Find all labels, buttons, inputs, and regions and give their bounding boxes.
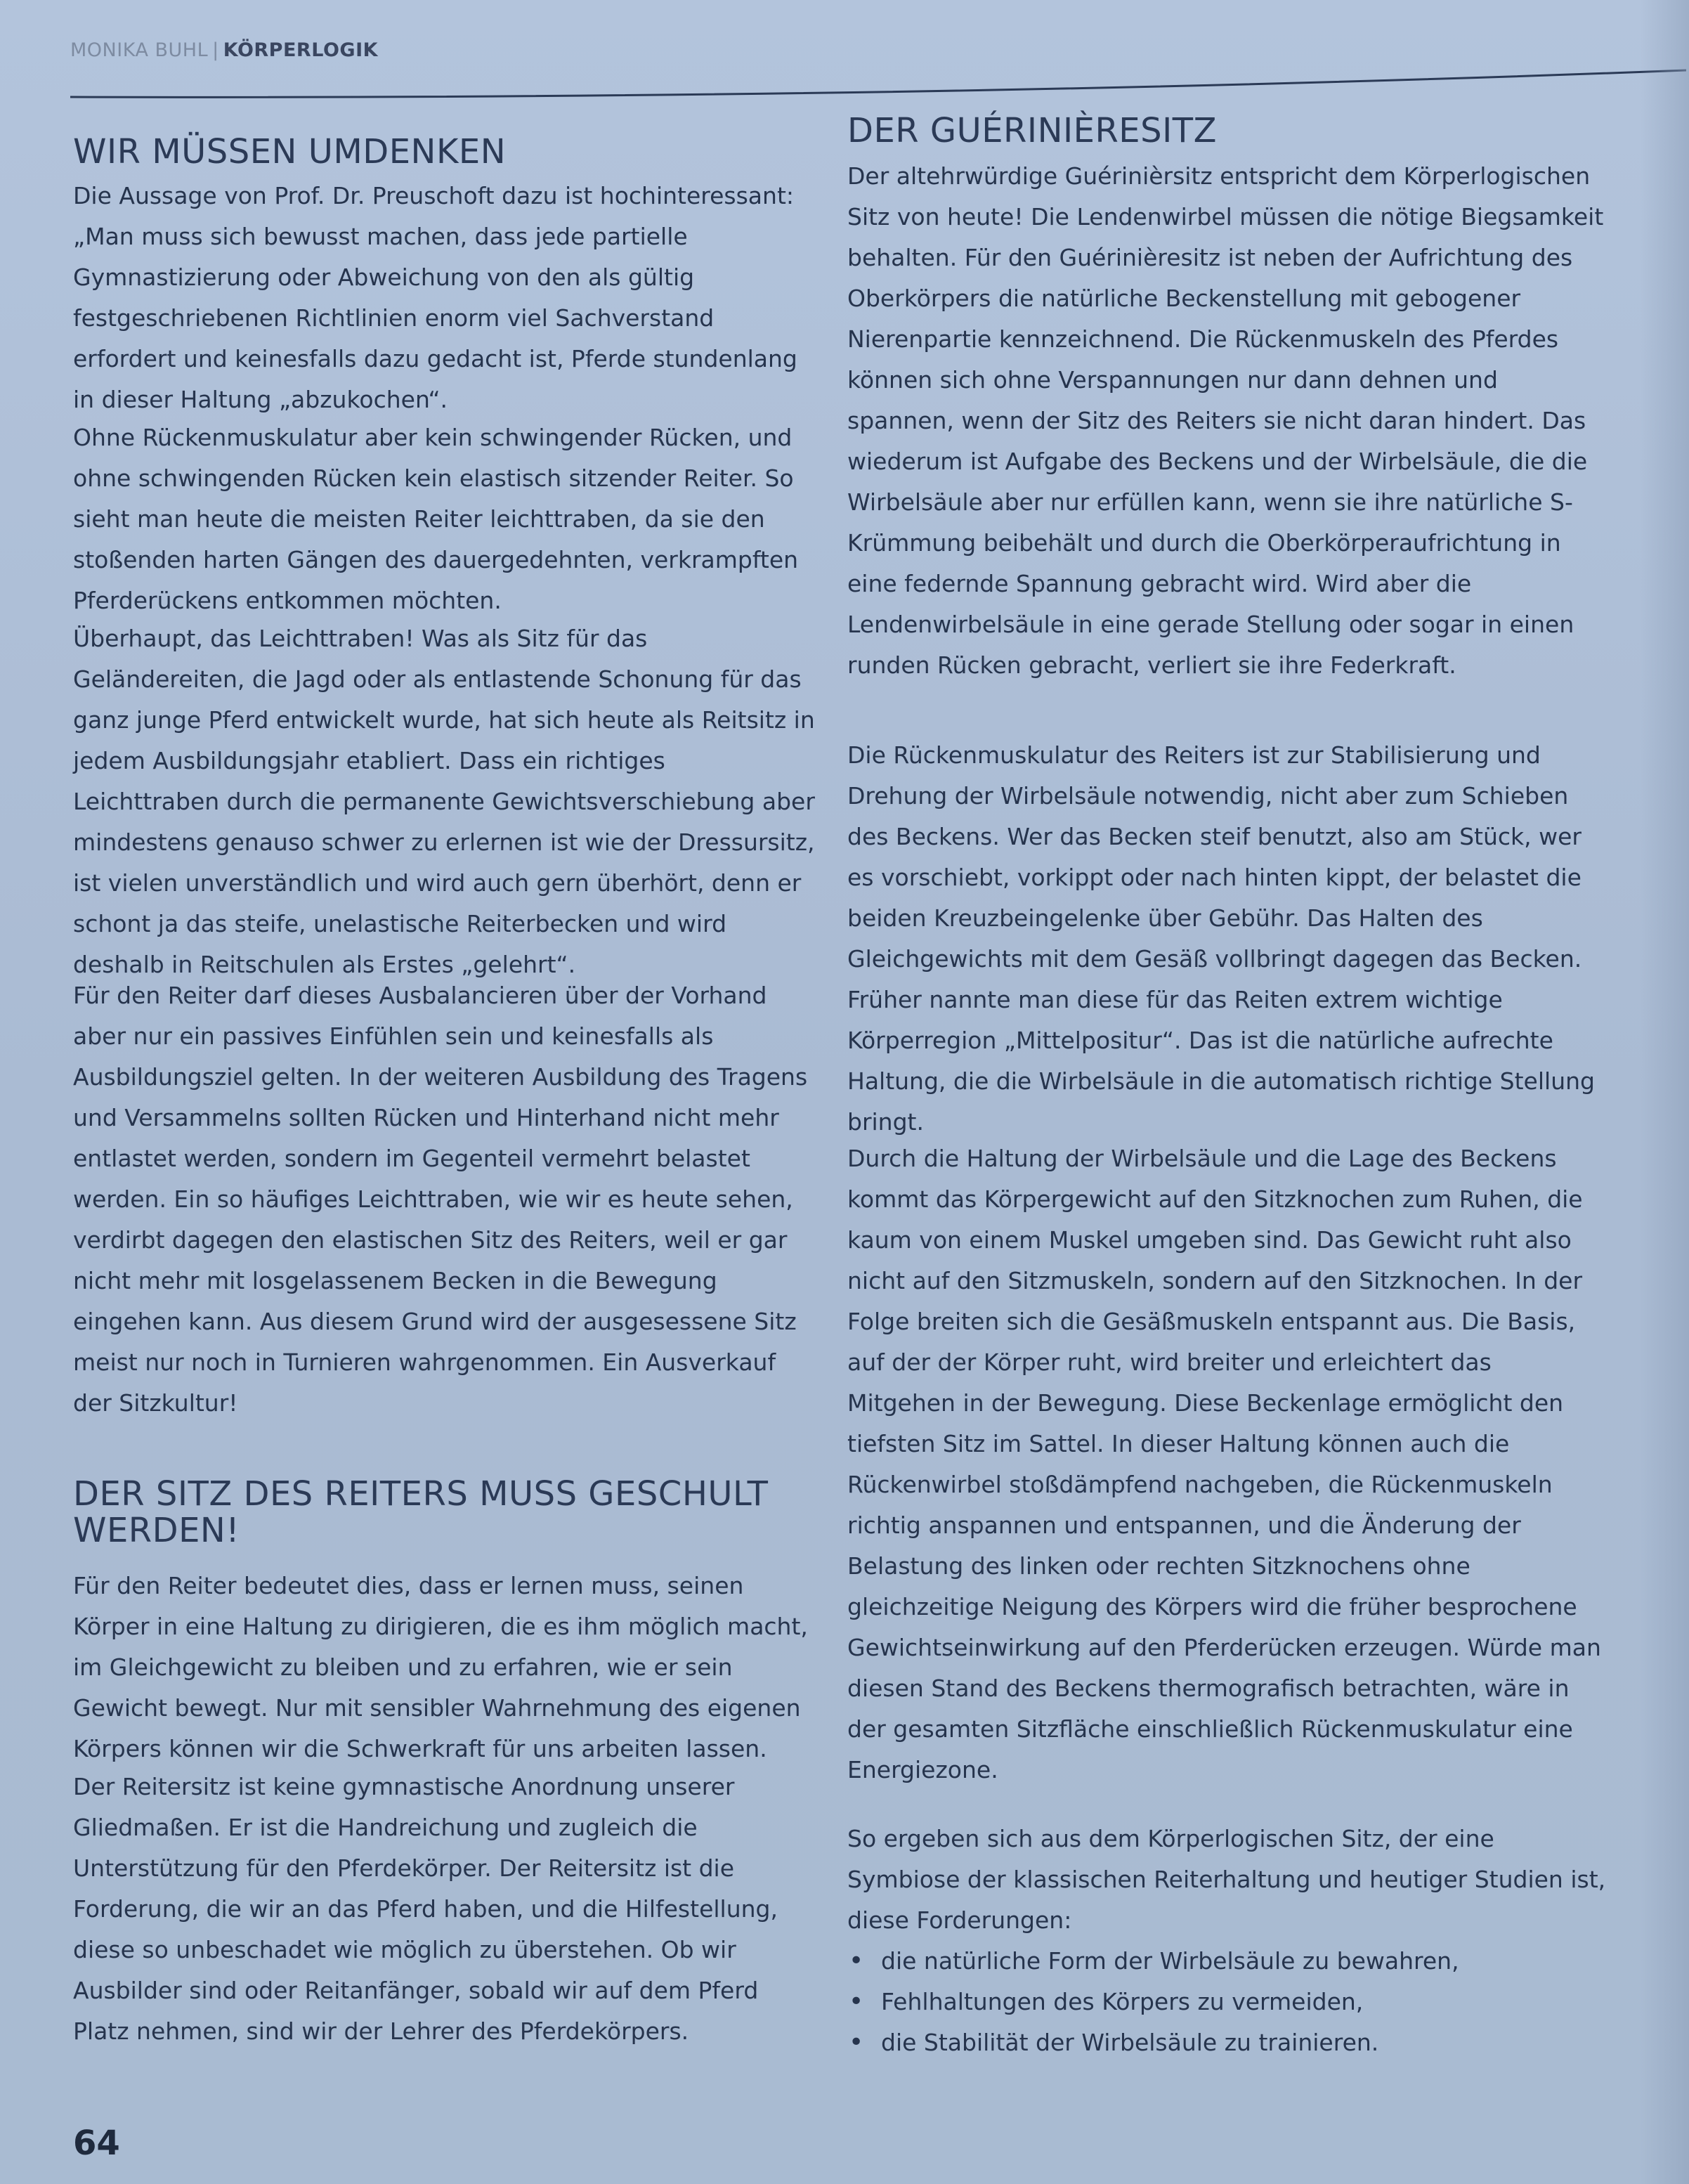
section-heading-gueriniere: DER GUÉRINIÈRESITZ	[847, 111, 1217, 150]
header-separator: |	[212, 39, 219, 61]
requirements-list	[847, 1941, 1606, 2063]
paragraph: Die Rückenmuskulatur des Reiters ist zur Stabilisierung und Drehung der Wirbelsäule notwendig, nicht aber zum Schieben des Beckens. Wer das Becken steif benutzt, also am Stück, wer es vorschiebt, vorkippt oder nach hinten kippt, der belastet die beiden Kreuzbeingelenke über Gebühr. Das Halten des Gleichgewichts mit dem Gesäß vollbringt dagegen das Becken. Früher nannte man diese für das Reiten extrem wichtige Körperregion „Mittelpositur“. Das ist die natürliche aufrechte Haltung, die die Wirbelsäule in die automatisch richtige Stellung bringt.	[847, 741, 1595, 1136]
paragraph: Ohne Rückenmuskulatur aber kein schwingender Rücken, und ohne schwingenden Rücken kein elastisch sitzender Reiter. So sieht man heute die meisten Reiter leichttraben, da sie den stoßenden harten Gängen des dauergedehnten, verkrampften Pferderückens entkommen möchten.	[73, 424, 799, 614]
paragraph: Für den Reiter darf dieses Ausbalancieren über der Vorhand aber nur ein passives Einfühlen sein und keinesfalls als Ausbildungsziel gelten. In der weiteren Ausbildung des Tragens und Versammelns sollten Rücken und Hinterhand nicht mehr entlastet werden, sondern im Gegenteil vermehrt belastet werden. Ein so häufiges Leichttraben, wie wir es heute sehen, verdirbt dagegen den elastischen Sitz des Reiters, weil er gar nicht mehr mit losgelassenem Becken in die Bewegung eingehen kann. Aus diesem Grund wird der ausgesessene Sitz meist nur noch in Turnieren wahrgenommen. Ein Ausverkauf der Sitzkultur!	[73, 982, 808, 1417]
header-book-title: KÖRPERLOGIK	[223, 39, 379, 61]
list-item: • die Stabilität der Wirbelsäule zu trainieren.	[847, 2022, 1606, 2063]
paragraph: Überhaupt, das Leichttraben! Was als Sitz für das Geländereiten, die Jagd oder als entlastende Schonung für das ganz junge Pferd entwickelt wurde, hat sich heute als Reitsitz in jedem Ausbildungsjahr etabliert. Dass ein richtiges Leichttraben durch die permanente Gewichtsverschiebung aber mindestens genauso schwer zu erlernen ist wie der Dressursitz, ist vielen unverständlich und wird auch gern überhört, denn er schont ja das steife, unelastische Reiterbecken und wird deshalb in Reitschulen als Erstes „gelehrt“.	[73, 625, 815, 978]
header-author: MONIKA BUHL	[70, 39, 209, 61]
header-rule	[70, 56, 1686, 98]
paragraph: Durch die Haltung der Wirbelsäule und die Lage des Beckens kommt das Körpergewicht auf den Sitzknochen zum Ruhen, die kaum von einem Muskel umgeben sind. Das Gewicht ruht also nicht auf den Sitzmuskeln, sondern auf den Sitzknochen. In der Folge breiten sich die Gesäßmuskeln entspannt aus. Die Basis, auf der der Körper ruht, wird breiter und erleichtert das Mitgehen in der Bewegung. Diese Beckenlage ermöglicht den tiefsten Sitz im Sattel. In dieser Haltung können auch die Rückenwirbel stoßdämpfend nachgeben, die Rückenmuskeln richtig anspannen und entspannen, und die Änderung der Belastung des linken oder rechten Sitzknochens ohne gleichzeitige Neigung des Körpers wird die früher besprochene Gewichtseinwirkung auf den Pferderücken erzeugen. Würde man diesen Stand des Beckens thermografisch betrachten, wäre in der gesamten Sitzfläche einschließlich Rückenmuskulatur eine Energiezone.	[847, 1145, 1601, 1783]
paragraph: Der altehrwürdige Guérinièrsitz entspricht dem Körperlogischen Sitz von heute! Die Lendenwirbel müssen die nötige Biegsamkeit behalten. Für den Guérinièresitz ist neben der Aufrichtung des Oberkörpers die natürliche Beckenstellung mit gebogener Nierenpartie kennzeichnend. Die Rückenmuskeln des Pferdes können sich ohne Verspannungen nur dann dehnen und spannen, wenn der Sitz des Reiters sie nicht daran hindert. Das wiederum ist Aufgabe des Beckens und der Wirbelsäule, die die Wirbelsäule aber nur erfüllen kann, wenn sie ihre natürliche S-Krümmung beibehält und durch die Oberkörperaufrichtung in eine federnde Spannung gebracht wird. Wird aber die Lendenwirbelsäule in eine gerade Stellung oder sogar in einen runden Rücken gebracht, verliert sie ihre Federkraft.	[847, 162, 1604, 679]
list-item: • die natürliche Form der Wirbelsäule zu bewahren,	[847, 1941, 1606, 1982]
page-edge-shadow	[1640, 0, 1689, 2184]
paragraph: Die Aussage von Prof. Dr. Preuschoft dazu ist hochinteressant: „Man muss sich bewusst machen, dass jede partielle Gymnastizierung oder Abweichung von den als gültig festgeschriebenen Richtlinien enorm viel Sachverstand erfordert und keinesfalls dazu gedacht ist, Pferde stundenlang in dieser Haltung „abzukochen“.	[73, 182, 797, 413]
section-heading-sitz-geschult: DER SITZ DES REITERS MUSS GESCHULT WERDEN!	[73, 1474, 769, 1550]
summary-intro: So ergeben sich aus dem Körperlogischen Sitz, der eine Symbiose der klassischen Reiterhaltung und heutiger Studien ist, diese Forderungen:	[847, 1825, 1606, 1934]
section-heading-umdenken: WIR MÜSSEN UMDENKEN	[73, 132, 507, 171]
paragraph: Für den Reiter bedeutet dies, dass er lernen muss, seinen Körper in eine Haltung zu dirigieren, die es ihm möglich macht, im Gleichgewicht zu bleiben und zu erfahren, wie er sein Gewicht bewegt. Nur mit sensibler Wahrnehmung des eigenen Körpers können wir die Schwerkraft für uns arbeiten lassen.	[73, 1572, 808, 1762]
list-item: • Fehlhaltungen des Körpers zu vermeiden,	[847, 1982, 1606, 2022]
page-number: 64	[73, 2124, 120, 2163]
paragraph: Der Reitersitz ist keine gymnastische Anordnung unserer Gliedmaßen. Er ist die Handreichung und zugleich die Unterstützung für den Pferdekörper. Der Reitersitz ist die Forderung, die wir an das Pferd haben, und die Hilfestellung, diese so unbeschadet wie möglich zu überstehen. Ob wir Ausbilder sind oder Reitanfänger, sobald wir auf dem Pferd Platz nehmen, sind wir der Lehrer des Pferdekörpers.	[73, 1773, 778, 2045]
